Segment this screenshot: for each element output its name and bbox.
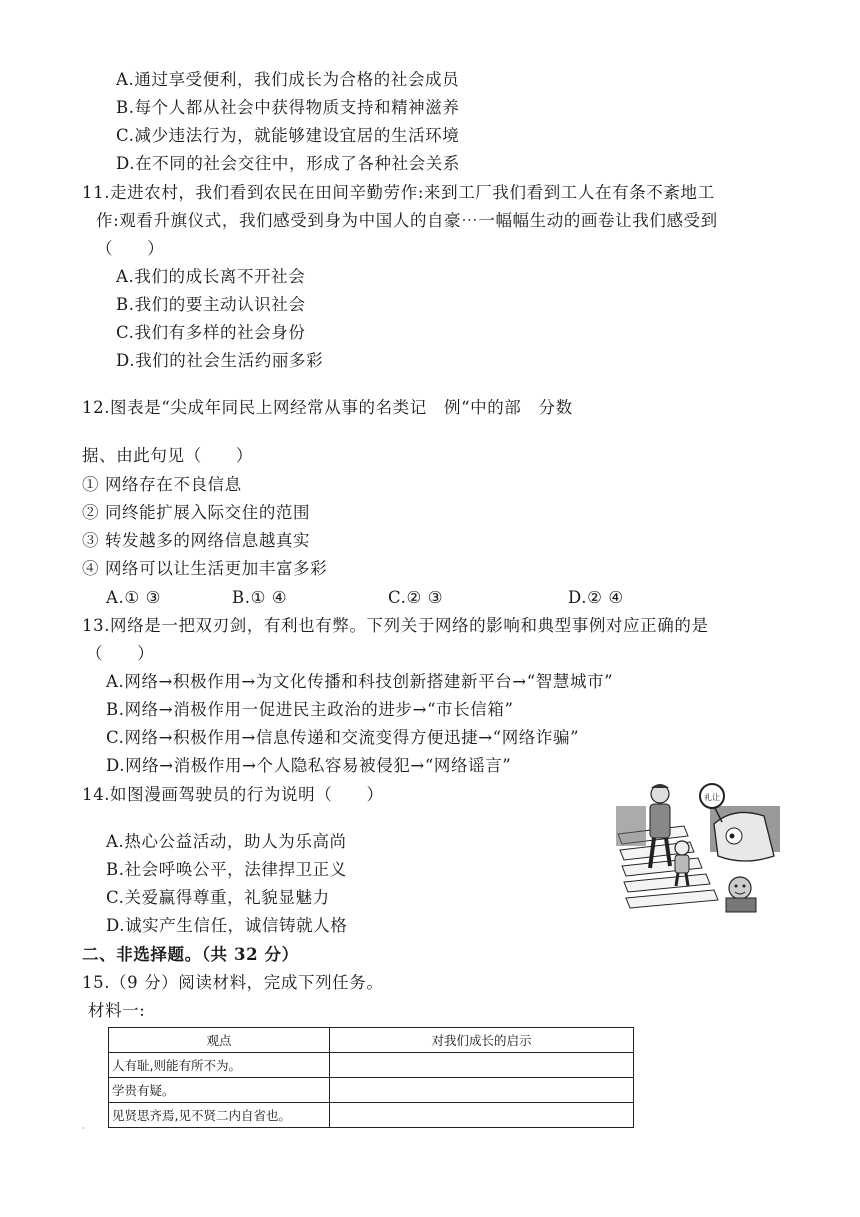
- q11-option-d: D.我们的社会生活约丽多彩: [116, 351, 324, 370]
- q14-option-b: B.社会呼唤公平，法律捍卫正义: [106, 860, 347, 879]
- q11-option-a: A.我们的成长离不开社会: [116, 267, 306, 286]
- q11-answer-blank: （ ）: [96, 239, 165, 258]
- q14-stem-line1: 14.如图漫画驾驶员的行为说明（ ）: [82, 785, 384, 804]
- q12-statement-3: ③ 转发越多的网络信息越真实: [82, 531, 311, 550]
- table-cell-viewpoint: 学贵有疑。: [109, 1078, 330, 1103]
- q12-statement-2: ② 同终能扩展入际交住的范围: [82, 503, 311, 522]
- table-row: [109, 1053, 634, 1078]
- q13-answer-blank: （ ）: [86, 644, 155, 663]
- q13-option-c: C.网络→积极作用→信息传递和交流变得方便迅捷→“网络诈骗”: [106, 728, 580, 747]
- q10-option-b: B.每个人都从社会中获得物质支持和精神滋养: [116, 98, 460, 117]
- table-cell-viewpoint: 见贤思齐焉,见不贤二内自省也。: [109, 1103, 330, 1128]
- q11-stem-line2: 作:观看升旗仪式，我们感受到身为中国人的自豪⋯一幅幅生动的画卷让我们感受到: [96, 211, 718, 230]
- table-header-row: [109, 1028, 634, 1053]
- table-cell-answer[interactable]: [330, 1103, 634, 1128]
- section2-title: 二、非选择题。（共 32 分）: [82, 945, 299, 964]
- cartoon-sign-text: 礼让: [704, 793, 720, 802]
- q12-statement-1: ① 网络存在不良信息: [82, 475, 242, 494]
- q11-option-b: B.我们的要主动认识社会: [116, 295, 306, 314]
- q10-option-c: C.减少违法行为，就能够建设宜居的生活环境: [116, 126, 460, 145]
- q13-stem-line1: 13.网络是一把双刃剑，有利也有弊。下列关于网络的影响和典型事例对应正确的是: [82, 616, 709, 635]
- table-cell-answer[interactable]: [330, 1078, 634, 1103]
- q10-option-d: D.在不同的社会交往中，形成了各种社会关系: [116, 154, 460, 173]
- q12-stem-line2: 据、由此句见（ ）: [82, 446, 253, 465]
- q14-option-a: A.热心公益活动，助人为乐高尚: [106, 832, 347, 851]
- q15-stem-line1: 15.（9 分）阅读材料，完成下列任务。: [82, 973, 384, 992]
- q11-option-c: C.我们有多样的社会身份: [116, 323, 306, 342]
- table-header-inspiration: 对我们成长的启示: [330, 1028, 634, 1053]
- table-cell-viewpoint: 人有耻,则能有所不为。: [109, 1053, 330, 1078]
- q14-cartoon-illustration: [614, 776, 782, 914]
- q15-material-label: 材料一:: [88, 1001, 146, 1020]
- table-header-viewpoint: 观点: [109, 1028, 330, 1053]
- table-row: [109, 1103, 634, 1128]
- q15-material-table: [108, 1027, 634, 1128]
- q12-statement-4: ④ 网络可以让生活更加丰富多彩: [82, 559, 328, 578]
- q12-choice-b: B.① ④: [232, 588, 288, 607]
- q12-choice-d: D.② ④: [568, 588, 624, 607]
- q13-option-a: A.网络→积极作用→为文化传播和科技创新搭建新平台→“智慧城市”: [106, 672, 614, 691]
- table-row: [109, 1078, 634, 1103]
- q12-choice-c: C.② ③: [388, 588, 444, 607]
- q13-option-b: B.网络→消极作用一促进民主政治的进步→“市长信箱”: [106, 700, 514, 719]
- footer-mark: ·: [82, 1124, 85, 1133]
- q10-option-a: A.通过享受便利，我们成长为合格的社会成员: [116, 70, 460, 89]
- q12-stem-line1: 12.图表是“尖成年同民上网经常从事的名类记 例“中的部 分数: [82, 398, 573, 417]
- q14-option-c: C.关爱赢得尊重，礼貌显魅力: [106, 888, 330, 907]
- q12-choice-a: A.① ③: [106, 588, 161, 607]
- q14-option-d: D.诚实产生信任，诚信铸就人格: [106, 916, 348, 935]
- q11-stem-line1: 11.走进农村，我们看到农民在田间辛勤劳作:来到工厂我们看到工人在有条不紊地工: [82, 183, 715, 202]
- table-cell-answer[interactable]: [330, 1053, 634, 1078]
- q13-option-d: D.网络→消极作用→个人隐私容易被侵犯→“网络谣言”: [106, 756, 512, 775]
